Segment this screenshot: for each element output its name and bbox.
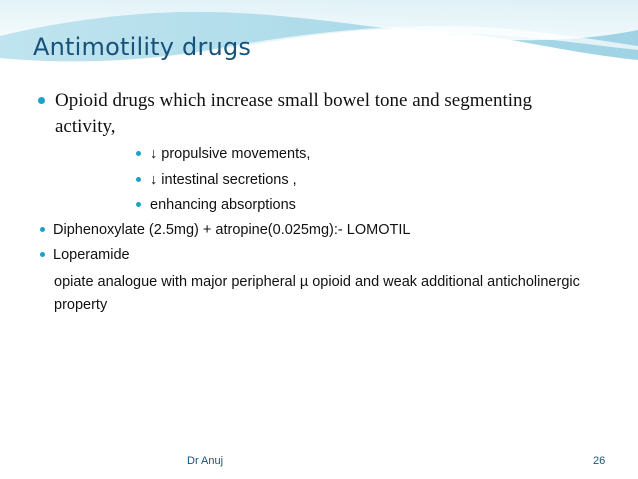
- slide-title: Antimotility drugs: [33, 33, 252, 61]
- footer-author: Dr Anuj: [187, 455, 224, 467]
- main-bullet-item: [33, 88, 593, 140]
- list-item-diphenoxylate: [40, 222, 410, 238]
- bullet-icon: [136, 202, 141, 207]
- bullet-icon: [40, 252, 45, 257]
- list-item-loperamide: [40, 247, 130, 263]
- sub-bullet-text: ↓ intestinal secretions ,: [150, 172, 297, 188]
- list-item-text: Diphenoxylate (2.5mg) + atropine(0.025mg):- LOMOTIL: [53, 222, 411, 238]
- list-item-text: Loperamide: [53, 247, 130, 263]
- bullet-icon: [40, 227, 45, 232]
- loperamide-description: opiate analogue with major peripheral µ opioid and weak additional anticholinergic property: [54, 274, 580, 313]
- sub-bullet-item: [136, 146, 310, 162]
- bullet-icon: [136, 151, 141, 156]
- bullet-icon: [136, 177, 141, 182]
- bullet-icon: [38, 97, 45, 104]
- page-number: 26: [593, 455, 606, 467]
- sub-bullet-text: enhancing absorptions: [150, 197, 296, 213]
- main-bullet-text: Opioid drugs which increase small bowel tone and segmenting activity,: [55, 90, 533, 137]
- sub-bullet-item: [136, 172, 297, 188]
- sub-bullet-text: ↓ propulsive movements,: [150, 146, 311, 162]
- sub-bullet-item: [136, 197, 296, 213]
